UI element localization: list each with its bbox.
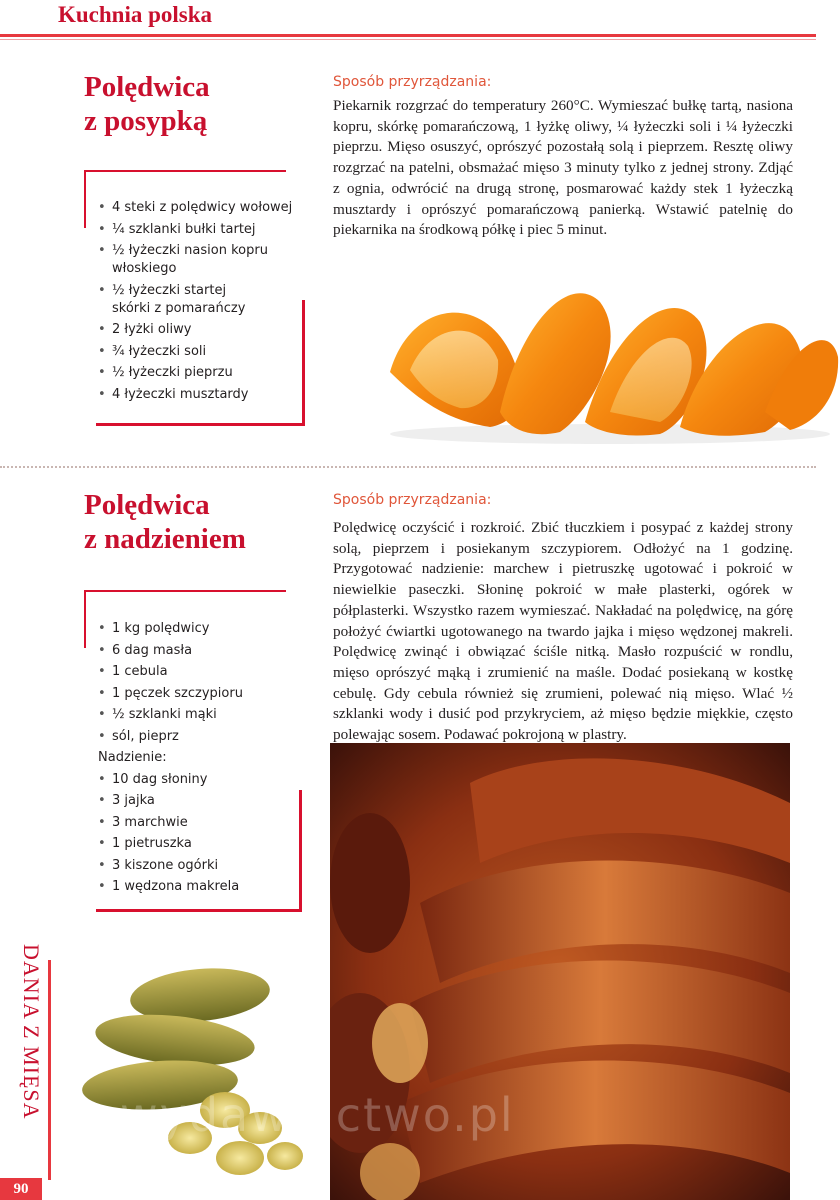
recipe-2-bracket-right bbox=[299, 790, 302, 912]
recipe-1-title-line1: Polędwica bbox=[84, 71, 210, 103]
recipe-1-bracket-top bbox=[84, 170, 286, 172]
recipe-2-title-line1: Polędwica bbox=[84, 489, 210, 521]
filling-item: • 3 jajka bbox=[98, 792, 298, 810]
header-title: Kuchnia polska bbox=[58, 2, 213, 27]
ingredient-item: • 1 pęczek szczypioru bbox=[98, 685, 298, 703]
section-side-label: DANIA Z MIĘSA bbox=[19, 944, 44, 1120]
ingredient-item: • 6 dag masła bbox=[98, 642, 298, 660]
filling-item: • 10 dag słoniny bbox=[98, 771, 298, 789]
recipe-1-method-label: Sposób przyrządzania: bbox=[333, 74, 492, 90]
orange-peel-image bbox=[370, 262, 840, 452]
filling-label: Nadzienie: bbox=[98, 750, 167, 765]
recipe-2-title bbox=[84, 488, 246, 556]
recipe-1-ingredients bbox=[98, 199, 298, 407]
recipe-2-bracket-top bbox=[84, 590, 286, 592]
filling-item: • 1 wędzona makrela bbox=[98, 878, 298, 896]
recipe-2-ingredients bbox=[98, 620, 298, 900]
header-rule-thin bbox=[0, 39, 816, 40]
ingredient-item: • 2 łyżki oliwy bbox=[98, 321, 298, 339]
section-divider bbox=[0, 466, 816, 468]
ingredient-item: • ½ łyżeczki nasion kopru włoskiego bbox=[98, 242, 268, 278]
ingredient-item: • sól, pieprz bbox=[98, 728, 298, 746]
ingredient-item: • 4 łyżeczki musztardy bbox=[98, 386, 298, 404]
recipe-2-bracket-left bbox=[84, 590, 86, 648]
recipe-2-method-text: Polędwicę oczyścić i rozkroić. Zbić tłuczkiem i posypać z każdej strony solą, pieprzem i posiekanym szczypiorem. Odłożyć na 1 godzinę. Przygotować nadzienie: marchew i pietruszkę ugotować i pokroić w niewielkie paseczki. Słoninę pokroić w małe plasterki, ogórek w półplasterki. Wszystko razem wymieszać. Nakładać na polędwicę, na górę położyć ćwiartki ugotowanego na twardo jajka i mięso wędzonej makreli. Polędwicę zwinąć i obwiązać ściśle nitką. Masło rozpuścić w rondlu, mięso oprószyć mąką i zrumienić na maśle. Dodać posiekaną w kostkę cebulę. Gdy cebula również się zrumieni, polewać nią mięso. Wlać ½ szklanki wody i dusić pod przykryciem, aż mięso będzie miękkie, często polewając sosem. Podawać pokrojoną w plastry. bbox=[333, 519, 793, 744]
watermark: wydawnictwo.pl bbox=[120, 1088, 515, 1142]
recipe-1-bracket-right bbox=[302, 300, 305, 426]
ingredient-item: • ½ łyżeczki pieprzu bbox=[98, 364, 298, 382]
page-number: 90 bbox=[0, 1178, 42, 1200]
ingredient-item: • ¾ łyżeczki soli bbox=[98, 343, 298, 361]
ingredient-item: • ½ szklanki mąki bbox=[98, 706, 298, 724]
ingredient-item: • ¼ szklanki bułki tartej bbox=[98, 221, 298, 239]
recipe-1-method-text: Piekarnik rozgrzać do temperatury 260°C. Wymieszać bułkę tartą, nasiona kopru, skórkę pomarańczową, 1 łyżkę oliwy, ¼ łyżeczki soli i ¼ łyżeczki pieprzu. Mięso osuszyć, oprószyć pozostałą solą i pieprzem. Resztę oliwy rozgrzać na patelni, obsmażać mięso 3 minuty tylko z jednej strony. Zdjąć z ognia, odwrócić na drugą stronę, posmarować każdy stek 1 łyżeczką musztardy i oprószyć pomarańczową panierką. Wstawić patelnię do piekarnika na środkową półkę i piec 5 minut. bbox=[333, 97, 793, 239]
ingredient-item: • ½ łyżeczki startej skórki z pomarańczy bbox=[98, 282, 268, 318]
filling-item: • 1 pietruszka bbox=[98, 835, 298, 853]
filling-item: • 3 kiszone ogórki bbox=[98, 857, 298, 875]
recipe-1-bracket-left bbox=[84, 170, 86, 228]
header-rule bbox=[0, 34, 816, 37]
recipe-2-method-label: Sposób przyrządzania: bbox=[333, 492, 492, 508]
recipe-1-bracket-bottom bbox=[96, 423, 305, 426]
ingredient-item: • 1 cebula bbox=[98, 663, 298, 681]
ingredient-item: • 1 kg polędwicy bbox=[98, 620, 298, 638]
recipe-1-title-line2: z posypką bbox=[84, 105, 208, 137]
pickles-image bbox=[70, 960, 305, 1180]
ingredient-item: • 4 steki z polędwicy wołowej bbox=[98, 199, 298, 217]
recipe-2-title-line2: z nadzieniem bbox=[84, 523, 246, 555]
recipe-1-title bbox=[84, 70, 210, 138]
side-rule bbox=[48, 960, 51, 1180]
recipe-2-bracket-bottom bbox=[96, 909, 302, 912]
filling-item: • 3 marchwie bbox=[98, 814, 298, 832]
